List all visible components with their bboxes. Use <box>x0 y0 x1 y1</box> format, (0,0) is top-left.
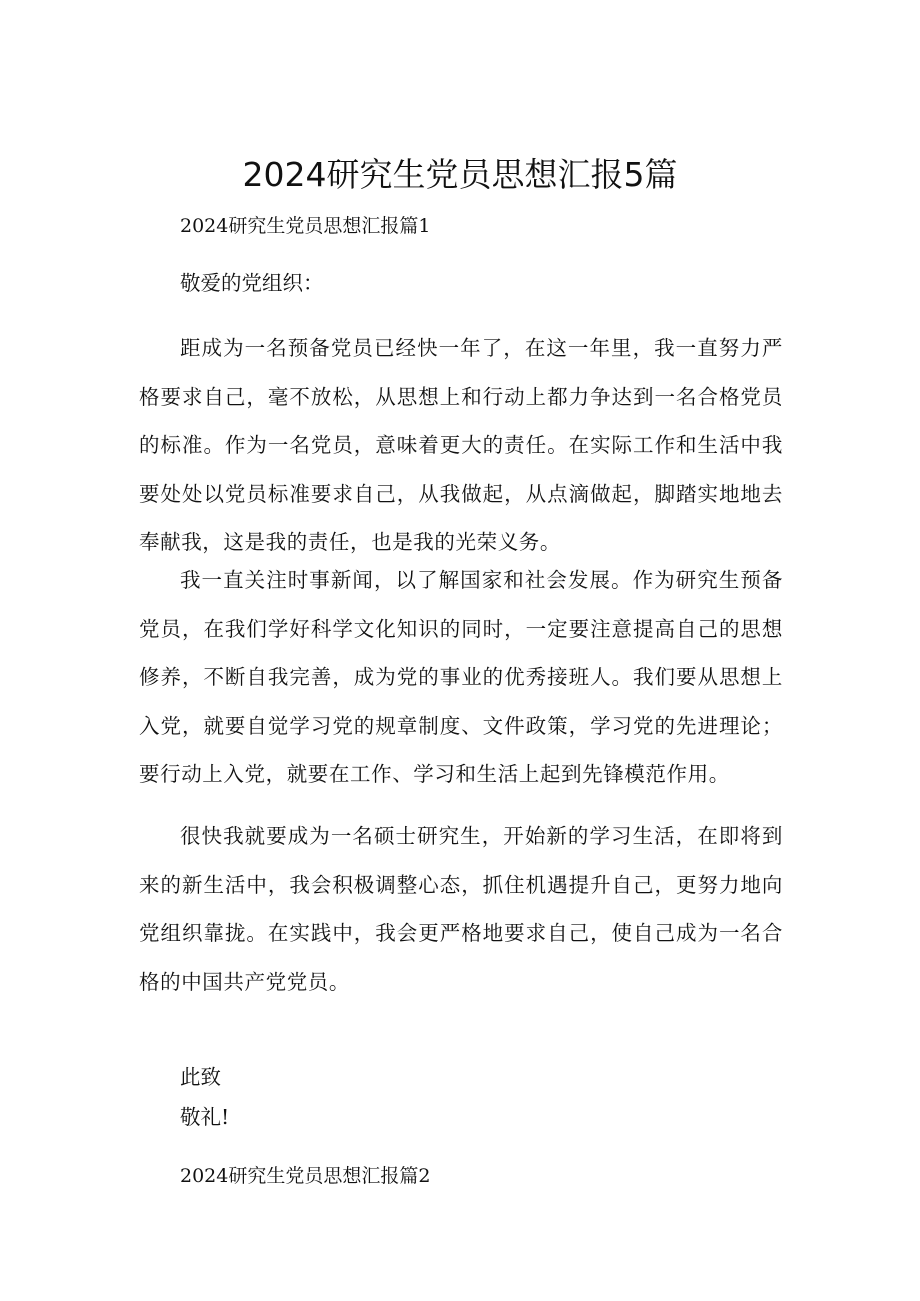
document-title: 2024研究生党员思想汇报5篇 <box>242 155 678 194</box>
salutation: 敬爱的党组织： <box>180 271 324 295</box>
closing-line-2: 敬礼! <box>180 1105 230 1129</box>
section-1-heading: 2024研究生党员思想汇报篇1 <box>180 215 431 237</box>
paragraph-3: 很快我就要成为一名硕士研究生，开始新的学习生活，在即将到来的新生活中，我会积极调整心态，抓住机遇提升自己，更努力地向党组织靠拢。在实践中，我会更严格地要求自己，使自己成为一名合格的中国共产党党员。 <box>139 824 783 994</box>
paragraph-2: 我一直关注时事新闻，以了解国家和社会发展。作为研究生预备党员，在我们学好科学文化知识的同时，一定要注意提高自己的思想修养，不断自我完善，成为党的事业的优秀接班人。我们要从思想上入党，就要自觉学习党的规章制度、文件政策，学习党的先进理论；要行动上入党，就要在工作、学习和生活上起到先锋模范作用。 <box>139 568 783 787</box>
section-2-heading: 2024研究生党员思想汇报篇2 <box>180 1165 431 1187</box>
closing-line-1: 此致 <box>180 1065 221 1089</box>
paragraph-1: 距成为一名预备党员已经快一年了，在这一年里，我一直努力严格要求自己，毫不放松，从思想上和行动上都力争达到一名合格党员的标准。作为一名党员，意味着更大的责任。在实际工作和生活中我要处处以党员标准要求自己，从我做起，从点滴做起，脚踏实地地去奉献我，这是我的责任，也是我的光荣义务。 <box>139 336 783 555</box>
